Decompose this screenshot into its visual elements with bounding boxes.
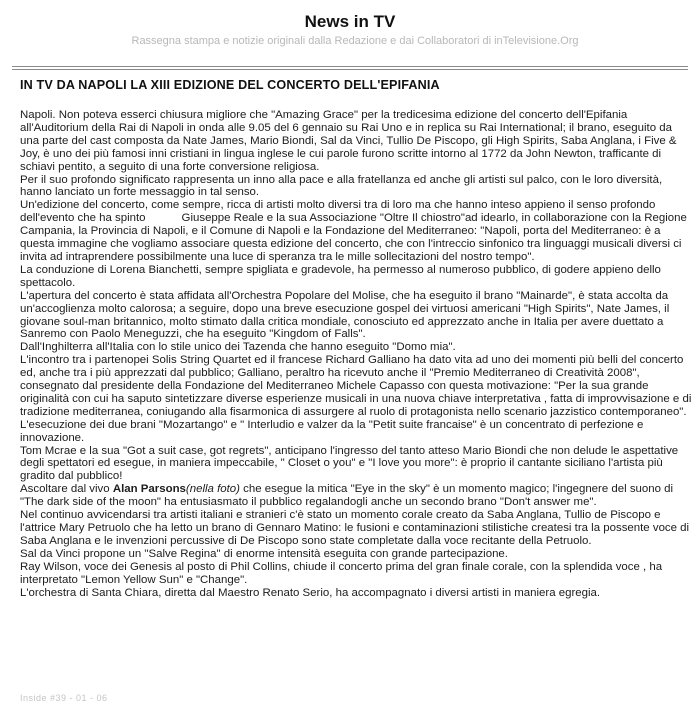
paragraph: L'incontro tra i partenopei Solis String Quartet ed il francese Richard Galliano ha dato vita ad uno dei momenti più belli del concerto ed, anche tra i più apprezzati dal pubblico; Galliano, peraltro ha ricevuto anche il "Premio Mediterraneo di Creatività 2008", consegnato dal presidente della Fondazione del Mediterraneo Michele Capasso con questa motivazione: "Per la sua grande originalità con cui ha saputo sintetizzare diverse esperienze musicali in una nuova chiave interpretativa , fatta di improvvisazione e di tradizione mediterranea, coniugando alla fisarmonica di assurgere al ruolo di protagonista nello scenario jazzistico contemporaneo". <box>20 354 692 418</box>
paragraph: L'apertura del concerto è stata affidata all'Orchestra Popolare del Molise, che ha eseguito il brano "Mainarde", è stata accolta da un'accoglienza molto calorosa; a seguire, dopo una breve esecuzione gospel dei virtuosi americani "High Spirits", Nate James, il giovane soul-man britannico, molto stimato dalla critica mondiale, conosciuto ed apprezzato anche in Italia per avere duettato a Sanremo con Paolo Meneguzzi, che ha eseguito "Kingdom of Falls". <box>20 289 670 341</box>
paragraph: Ray Wilson, voce dei Genesis al posto di Phil Collins, chiude il concerto prima del gran finale corale, con la splendida voce , ha interpretato "Lemon Yellow Sun" e "Change". <box>20 560 663 586</box>
paragraph: L'orchestra di Santa Chiara, diretta dal Maestro Renato Serio, ha accompagnato i diversi artisti in maniera egregia. <box>20 586 601 599</box>
photo-caption: (nella foto) <box>185 483 240 496</box>
page-subtitle: Rassegna stampa e notizie originali dalla Redazione e dai Collaboratori di inTelevisione.Org <box>131 35 579 47</box>
paragraph <box>20 483 692 509</box>
paragraph: L'esecuzione dei due brani "Mozartango" e " Interludio e valzer da la "Petit suite francaise" è un concentrato di perfezione e innovazione. <box>20 418 644 444</box>
paragraph-part: Giuseppe Reale e la sua Associazione "Oltre Il chiostro"ad idearlo, in collaborazione con la Regione Campania, la Provincia di Napoli, e il Comune di Napoli e la Fondazione del Mediterraneo: "Napoli, porta del Mediterraneo: è a questa immagine che vogliamo associare questa edizione del concerto, che con l'intreccio sinfonico tra linguaggi musicali diversi ci invita ad intraprendere possibilmente una luce di speranza tra le mille sollecitazioni del nostro tempo". <box>20 212 687 263</box>
top-divider <box>12 66 688 67</box>
paragraph: Sal da Vinci propone un "Salve Regina" di enorme intensità eseguita con grande partecipazione. <box>20 547 508 560</box>
top-divider-secondary <box>12 69 688 70</box>
paragraph: Nel continuo avvicendarsi tra artisti italiani e stranieri c'è stato un momento corale creato da Saba Anglana, Tullio de Piscopo e l'attrice Mary Petruolo che ha letto un brano di Gennaro Matino: le fusioni e contaminazioni stilistiche createsi tra la possente voce di Saba Anglana e le invenzioni percussive di De Piscopo sono state completate dalla voce recitante della Petruolo. <box>20 509 690 547</box>
paragraph <box>20 199 692 264</box>
paragraph: Dall'Inghilterra all'Italia con lo stile unico dei Tazenda che hanno eseguito "Domo mia". <box>20 341 456 354</box>
paragraph: Tom Mcrae e la sua "Got a suit case, got regrets", anticipano l'ingresso del tanto atteso Mario Biondi che non delude le aspettative degli spettatori ed esegue, in maniera impeccabile, " Closet o you" e "I love you more": è proprio il cantante siciliano l'artista più gradito dal pubblico! <box>20 444 679 483</box>
paragraph-part: Un'edizione del concerto, come sempre, ricca di artisti molto diversi tra di loro ma che hanno inteso appieno il senso profondo dell'evento che ha spinto <box>20 199 656 225</box>
footer-code: Inside #39 - 01 - 06 <box>20 693 108 703</box>
article-body <box>20 109 692 599</box>
article-headline: IN TV DA NAPOLI LA XIII EDIZIONE DEL CONCERTO DELL'EPIFANIA <box>20 78 440 92</box>
page-title: News in TV <box>304 12 396 31</box>
paragraph-part: Ascoltare dal vivo <box>20 483 113 496</box>
paragraph-part: che esegue la mitica "Eye in the sky" è un momento magico; l'ingegnere del suono di "The dark side of the moon" ha entusiasmato il pubblico regalandogli anche un secondo brano "Don't answer me". <box>20 483 674 509</box>
artist-name: Alan Parsons <box>112 483 186 496</box>
paragraph: La conduzione di Lorena Bianchetti, sempre spigliata e gradevole, ha permesso al numeroso pubblico, di godere appieno dello spettacolo. <box>20 263 661 289</box>
paragraph: Per il suo profondo significato rappresenta un inno alla pace e alla fratellanza ed anche gli artisti sul palco, con le loro diversità, hanno lanciato un forte messaggio in tal senso. <box>20 173 663 199</box>
paragraph: Napoli. Non poteva esserci chiusura migliore che "Amazing Grace" per la tredicesima edizione del concerto dell'Epifania all'Auditorium della Rai di Napoli in onda alle 9.05 del 6 gennaio su Rai Uno e in replica su Rai International; il brano, eseguito da una parte del cast composta da Nate James, Mario Biondi, Sal da Vinci, Tullio De Piscopo, gli High Spirits, Saba Anglana, i Five & Joy, è uno dei più famosi inni cristiani in lingua inglese le cui parole furono scritte intorno al 1772 da John Newton, trafficante di schiavi pentito, a seguito di una forte conversione religiosa. <box>20 109 677 173</box>
